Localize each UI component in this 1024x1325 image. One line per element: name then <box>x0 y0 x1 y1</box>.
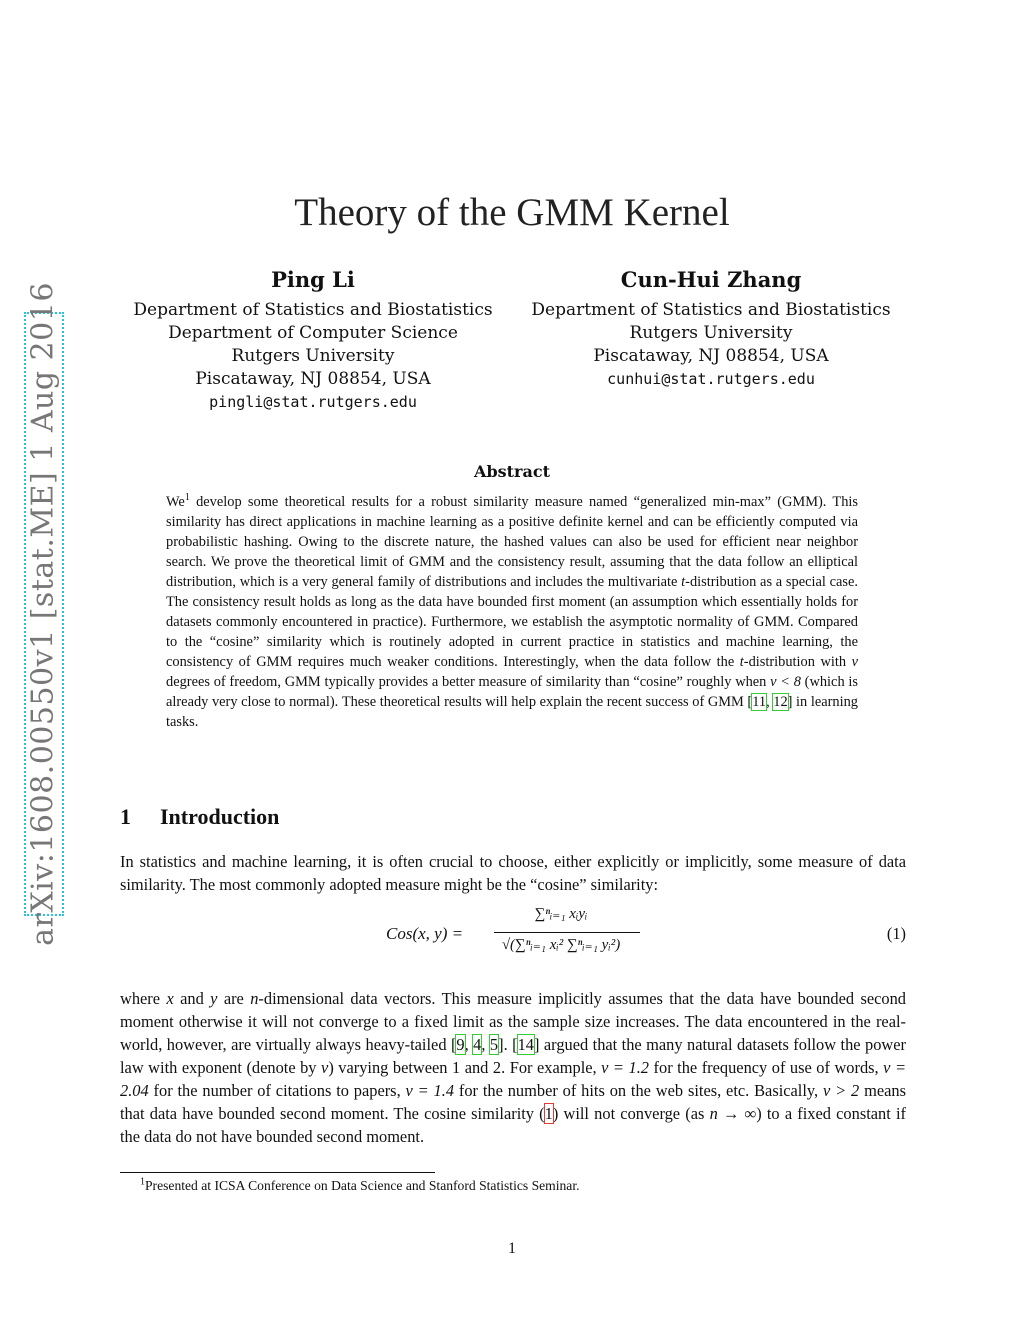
citation-link[interactable]: 14 <box>517 1035 534 1054</box>
citation-link[interactable]: 9 <box>456 1035 465 1054</box>
equation-fraction <box>482 904 640 954</box>
math-y: y <box>210 989 218 1008</box>
affiliation-line: Department of Statistics and Biostatistics <box>531 300 891 320</box>
math-t: t <box>739 654 744 670</box>
author-email[interactable]: pingli@stat.rutgers.edu <box>209 393 417 411</box>
math-nu-2-04: ν = 2.04 <box>120 1058 907 1100</box>
citation-separator: , <box>766 694 774 710</box>
p2-text: ) will not converge (as <box>552 1104 710 1123</box>
equation-numerator: ∑ⁿᵢ₌₁ xᵢyᵢ <box>534 906 588 922</box>
author-block-2 <box>530 268 892 391</box>
cosine-equation <box>120 904 906 974</box>
affiliation-line: Piscataway, NJ 08854, USA <box>195 369 431 389</box>
p2-text: ) to a fixed constant if the data do not have bounded second moment. <box>120 1104 906 1146</box>
equation-number: (1) <box>886 924 906 943</box>
affiliation-line: Piscataway, NJ 08854, USA <box>593 346 829 366</box>
intro-paragraph-2 <box>120 987 906 1148</box>
p2-text: ] argued that the many natural datasets follow the power law with exponent (denote by <box>120 1035 906 1077</box>
p2-text: for the frequency of use of words, <box>649 1058 884 1077</box>
math-nu: ν <box>851 654 858 670</box>
p2-text: for the number of citations to papers, <box>148 1081 406 1100</box>
affiliation-line: Department of Statistics and Biostatistics <box>133 300 493 320</box>
p2-text: for the number of hits on the web sites, etc. Basically, <box>454 1081 823 1100</box>
equation-reference[interactable]: 1 <box>544 1104 553 1123</box>
math-nu-1-4: ν = 1.4 <box>405 1081 455 1100</box>
citation-separator: , <box>464 1035 474 1054</box>
footnote-rule <box>120 1172 435 1173</box>
author-email[interactable]: cunhui@stat.rutgers.edu <box>607 370 815 388</box>
p2-text: and <box>173 989 211 1008</box>
footnote-mark[interactable]: 1 <box>184 492 190 504</box>
math-x: x <box>166 989 174 1008</box>
affiliation-line: Rutgers University <box>629 323 793 343</box>
math-nu-1-2: ν = 1.2 <box>601 1058 650 1077</box>
abstract-text-b: -distribution as a special case. The consistency result holds as long as the data have bounded first moment (an assumption which essentially holds for datasets commonly encountered in practice). Furthermore, we establish the asymptotic normality of GMM. Compared to the “cosine” similarity which is routinely adopted in current practice in statistics and machine learning, the consistency of GMM requires much weaker conditions. Interestingly, when the data follow the <box>166 574 859 670</box>
math-nu-lt-8: ν < 8 <box>770 674 801 690</box>
section-title: Introduction <box>160 804 280 829</box>
citation-separator: , <box>481 1035 490 1054</box>
p2-text: where <box>120 989 167 1008</box>
p2-text: -dimensional data vectors. This measure implicitly assumes that the data have bounded second moment otherwise it will not converge to a fixed limit as the sample size increases. The data encountered in the real-world, however, are virtually always heavy-tailed [ <box>120 989 906 1054</box>
math-n: n <box>250 989 259 1008</box>
abstract-text-e: (which is already very close to normal). These theoretical results will help explain the recent success of GMM [ <box>166 674 858 710</box>
p2-text: ]. [ <box>498 1035 518 1054</box>
arxiv-stamp: arXiv:1608.00550v1 [stat.ME] 1 Aug 2016 <box>25 282 61 946</box>
abstract-text-a: develop some theoretical results for a robust similarity measure named “generalized min-max” (GMM). This similarity has direct applications in machine learning as a positive definite kernel and can be efficiently computed via probabilistic hashing. Owing to the discrete nature, the hashed values can also be used for efficient near neighbor search. We prove the theoretical limit of GMM and the consistency result, assuming that the data follow an elliptical distribution, which is a very general family of distributions and includes the multivariate <box>166 494 858 590</box>
section-heading <box>120 804 279 830</box>
intro-paragraph-1: In statistics and machine learning, it is often crucial to choose, either explicitly or implicitly, some measure of data similarity. The most commonly adopted measure might be the “cosine” similarity: <box>120 852 906 894</box>
math-t: t <box>681 574 686 590</box>
section-number: 1 <box>120 804 131 829</box>
equation-lhs: Cos(x, y) = <box>386 924 464 943</box>
footnote-text: Presented at ICSA Conference on Data Science and Stanford Statistics Seminar. <box>145 1178 580 1193</box>
math-nu: ν <box>321 1058 329 1077</box>
citation-link[interactable]: 11 <box>752 694 767 710</box>
math-nu-gt-2: ν > 2 <box>823 1081 860 1100</box>
author-name: Ping Li <box>271 267 355 292</box>
citation-link[interactable]: 5 <box>489 1035 499 1054</box>
fraction-bar <box>494 932 640 933</box>
abstract-text-f: ] in learning tasks. <box>166 694 859 730</box>
footnote-number: 1 <box>140 1176 145 1188</box>
affiliation-line: Department of Computer Science <box>168 323 458 343</box>
citation-link[interactable]: 4 <box>473 1035 482 1054</box>
page-number: 1 <box>508 1240 516 1257</box>
footnote <box>140 1178 580 1194</box>
paper-title: Theory of the GMM Kernel <box>294 191 730 234</box>
abstract-heading: Abstract <box>474 462 550 481</box>
p2-text: means that data have bounded second moment. The cosine similarity ( <box>120 1081 906 1123</box>
p2-text: ) varying between 1 and 2. For example, <box>328 1058 602 1077</box>
affiliation-line: Rutgers University <box>231 346 395 366</box>
citation-link[interactable]: 12 <box>773 694 788 710</box>
equation-denominator: √(∑ⁿᵢ₌₁ xᵢ² ∑ⁿᵢ₌₁ yᵢ²) <box>501 937 621 953</box>
abstract-text-we: We <box>166 494 185 510</box>
math-n-to-infinity: n → ∞ <box>709 1104 757 1123</box>
author-name: Cun-Hui Zhang <box>620 267 802 292</box>
abstract-text <box>166 492 858 732</box>
p2-text: are <box>217 989 251 1008</box>
author-block-1 <box>132 268 494 414</box>
abstract-text-d: degrees of freedom, GMM typically provides a better measure of similarity than “cosine” roughly when <box>166 674 771 690</box>
abstract-text-c: -distribution with <box>743 654 852 670</box>
